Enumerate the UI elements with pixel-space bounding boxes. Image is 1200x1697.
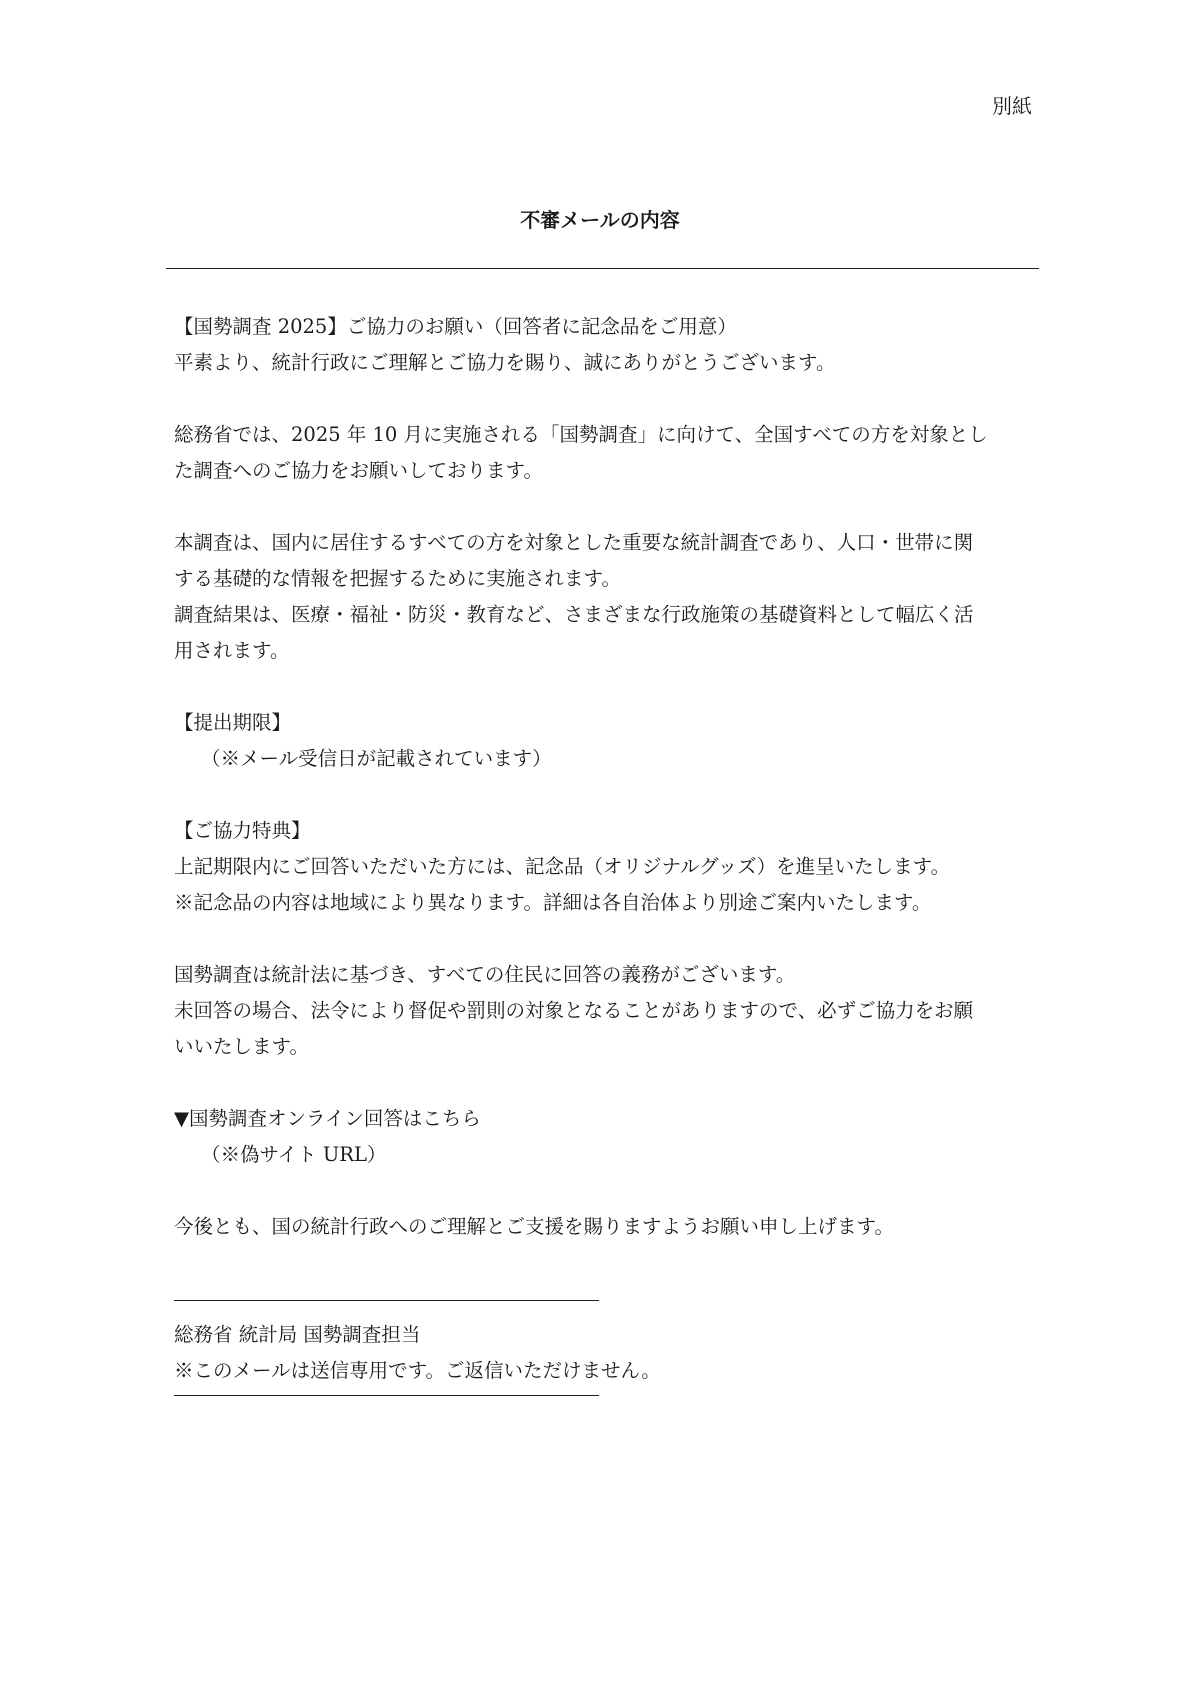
annex-label: 別紙 <box>992 94 1032 118</box>
title-divider <box>166 268 1039 269</box>
paragraph-1-line-2: た調査へのご協力をお願いしております。 <box>174 459 543 482</box>
signature-divider-top <box>174 1300 599 1301</box>
signature-divider-bottom <box>174 1395 599 1396</box>
paragraph-spacer <box>174 921 1040 957</box>
benefit-heading: 【ご協力特典】 <box>174 819 311 842</box>
paragraph-spacer <box>174 381 1040 417</box>
paragraph-2-line-4: 用されます。 <box>174 639 290 662</box>
email-greeting: 平素より、統計行政にご理解とご協力を賜り、誠にありがとうございます。 <box>174 351 836 374</box>
paragraph-2-line-2: する基礎的な情報を把握するために実施されます。 <box>174 567 621 590</box>
paragraph-1-line-1: 総務省では、2025 年 10 月に実施される「国勢調査」に向けて、全国すべての方を対象とし <box>174 423 988 446</box>
email-body <box>174 309 1040 1396</box>
deadline-note: （※メール受信日が記載されています） <box>201 747 552 770</box>
paragraph-spacer <box>174 1065 1040 1101</box>
deadline-heading: 【提出期限】 <box>174 711 292 734</box>
obligation-line-2: 未回答の場合、法令により督促や罰則の対象となることがありますので、必ずご協力をお願 <box>174 999 974 1022</box>
signature-notice: ※このメールは送信専用です。ご返信いただけません。 <box>174 1359 661 1382</box>
paragraph-2-line-3: 調査結果は、医療・福祉・防災・教育など、さまざまな行政施策の基礎資料として幅広く活 <box>174 603 974 626</box>
email-subject: 【国勢調査 2025】ご協力のお願い（回答者に記念品をご用意） <box>174 315 737 338</box>
closing-line: 今後とも、国の統計行政へのご理解とご支援を賜りますようお願い申し上げます。 <box>174 1215 894 1238</box>
document-title: 不審メールの内容 <box>520 208 680 232</box>
obligation-line-3: いいたします。 <box>174 1035 309 1058</box>
paragraph-spacer <box>174 489 1040 525</box>
benefit-line-2: ※記念品の内容は地域により異なります。詳細は各自治体より別途ご案内いたします。 <box>174 891 932 914</box>
paragraph-spacer <box>174 669 1040 705</box>
benefit-line-1: 上記期限内にご回答いただいた方には、記念品（オリジナルグッズ）を進呈いたします。 <box>174 855 951 878</box>
paragraph-spacer <box>174 1245 1040 1281</box>
online-answer-link-heading: ▼国勢調査オンライン回答はこちら <box>174 1107 481 1130</box>
paragraph-spacer <box>174 777 1040 813</box>
obligation-line-1: 国勢調査は統計法に基づき、すべての住民に回答の義務がございます。 <box>174 963 796 986</box>
signature-sender: 総務省 統計局 国勢調査担当 <box>174 1323 421 1346</box>
paragraph-spacer <box>174 1173 1040 1209</box>
paragraph-2-line-1: 本調査は、国内に居住するすべての方を対象とした重要な統計調査であり、人口・世帯に関 <box>174 531 974 554</box>
fake-site-url-note: （※偽サイト URL） <box>201 1143 387 1166</box>
